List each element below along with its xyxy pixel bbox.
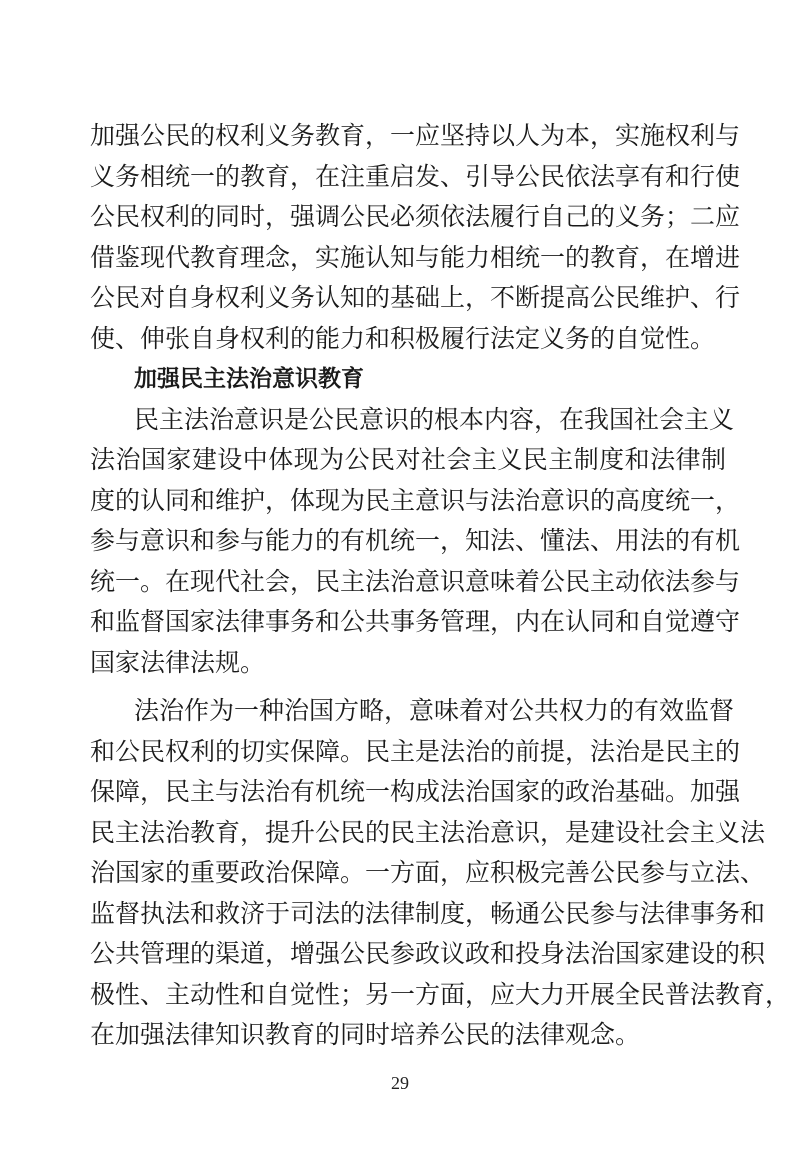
paragraph-line: 统一。在现代社会，民主法治意识意味着公民主动依法参与	[90, 566, 741, 596]
paragraph-line: 法治作为一种治国方略，意味着对公共权力的有效监督	[134, 696, 735, 725]
paragraph-line: 使、伸张自身权利的能力和积极履行法定义务的自觉性。	[90, 323, 716, 353]
paragraph-line: 国家法律法规。	[90, 647, 266, 677]
paragraph-line: 义务相统一的教育，在注重启发、引导公民依法享有和行使	[90, 161, 741, 191]
paragraph-line: 和公民权利的切实保障。民主是法治的前提，法治是民主的	[90, 736, 741, 766]
paragraph-line: 参与意识和参与能力的有机统一，知法、懂法、用法的有机	[90, 526, 741, 555]
paragraph-line: 借鉴现代教育理念，实施认知与能力相统一的教育，在增进	[90, 242, 741, 272]
paragraph-line: 公民对自身权利义务认知的基础上，不断提高公民维护、行	[90, 283, 741, 312]
paragraph-line: 民主法治意识是公民意识的根本内容，在我国社会主义	[134, 404, 735, 434]
paragraph-line: 公共管理的渠道，增强公民参政议政和投身法治国家建设的积	[90, 939, 766, 968]
paragraph-1	[90, 116, 741, 359]
paragraph-line: 在加强法律知识教育的同时培养公民的法律观念。	[90, 1020, 641, 1049]
paragraph-line: 和监督国家法律事务和公共事务管理，内在认同和自觉遵守	[90, 607, 741, 636]
paragraph-line: 公民权利的同时，强调公民必须依法履行自己的义务；二应	[90, 202, 741, 231]
paragraph-line: 保障，民主与法治有机统一构成法治国家的政治基础。加强	[90, 777, 741, 806]
paragraph-line: 监督执法和救济于司法的法律制度，畅通公民参与法律事务和	[90, 898, 766, 928]
paragraph-3	[90, 691, 791, 1056]
paragraph-line: 极性、主动性和自觉性；另一方面，应大力开展全民普法教育，	[90, 979, 791, 1009]
paragraph-line: 民主法治教育，提升公民的民主法治意识，是建设社会主义法	[90, 817, 766, 847]
paragraph-line: 法治国家建设中体现为公民对社会主义民主制度和法律制	[90, 445, 726, 474]
paragraph-line: 度的认同和维护，体现为民主意识与法治意识的高度统一，	[90, 485, 741, 515]
page-number: 29	[391, 1073, 409, 1093]
paragraph-line: 加强公民的权利义务教育，一应坚持以人为本，实施权利与	[90, 121, 741, 150]
section-heading: 加强民主法治意识教育	[134, 366, 364, 392]
paragraph-spacer	[90, 683, 726, 691]
body-text	[90, 116, 791, 1056]
paragraph-line: 治国家的重要政治保障。一方面，应积极完善公民参与立法、	[90, 858, 766, 887]
paragraph-2	[90, 400, 741, 684]
